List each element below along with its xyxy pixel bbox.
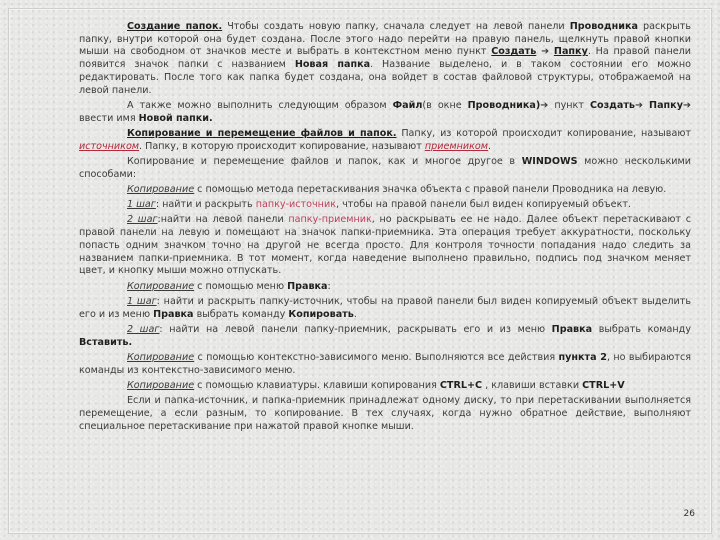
text: . Папку, в которую происходит копирование, называют xyxy=(139,140,425,152)
paragraph-move-vs-copy xyxy=(79,395,691,433)
text: Папку, из которой происходит копирование, называют xyxy=(396,127,691,139)
term-copying: Копирование xyxy=(127,280,195,292)
text: раскрыть папку, внутри которой она будет создана. После этого надо перейти на правую панель, щелкнуть правой кнопки мыши на свободном от значков месте и выбрать в контекстном меню пункт xyxy=(79,21,691,58)
text: : найти на левой панели папку-приемник, раскрывать его и из меню xyxy=(159,323,552,335)
menu-file: Файл xyxy=(392,99,423,111)
text: : найти и раскрыть xyxy=(155,199,256,211)
paragraph-menu-step-1 xyxy=(79,296,691,321)
page-number: 26 xyxy=(683,509,695,519)
heading-creating-folders: Создание папок. xyxy=(127,21,223,32)
shortcut-paste: CTRL+V xyxy=(582,379,625,391)
term-destination-folder: папку-приемник xyxy=(288,214,372,226)
paragraph-alt-method xyxy=(79,100,691,125)
text: с помощью клавиатуры. клавиши копирования xyxy=(194,379,440,391)
text: Чтобы создать новую папку, сначала следует на левой панели xyxy=(222,21,570,32)
text: , чтобы на правой панели был виден копируемый объект. xyxy=(335,199,632,211)
text: выбрать команду xyxy=(193,308,289,320)
text: . xyxy=(353,308,357,320)
text: : xyxy=(327,280,331,292)
menu-create: Создать xyxy=(491,46,537,58)
text: можно несколькими способами: xyxy=(79,155,691,180)
term-source-folder: папку-источник xyxy=(255,199,336,211)
slide-page xyxy=(8,8,712,534)
term-windows: WINDOWS xyxy=(521,155,578,167)
menu-folder: Папку xyxy=(649,99,683,111)
term-item-2: пункта 2 xyxy=(558,351,607,363)
document-body xyxy=(79,21,691,436)
term-copying: Копирование xyxy=(127,183,195,195)
term-copying: Копирование xyxy=(127,351,195,363)
paragraph-keyboard-copy xyxy=(79,380,691,393)
term-source: источником xyxy=(79,140,140,152)
text: : найти и раскрыть папку-источник, чтобы на правой панели был виден копируемый объект выделить его и из меню xyxy=(79,295,691,320)
text: , но раскрывать ее не надо. Далее объект перетаскивают с правой панели на левую и помещают на значок папки-приемника. Эта операция требует аккуратности, поскольку попасть одним значком точно на другой не всегда просто. Для контроля точности попадания надо следить за названием папки-приемника. В тот момент, когда наведение выполнено правильно, подпись под значком меняет цвет, и кнопку мыши можно отпускать. xyxy=(79,214,691,277)
term-copying: Копирование xyxy=(127,379,195,391)
text: ввести имя xyxy=(79,112,139,124)
text: . Название выделено, и в таком состоянии его можно редактировать. После того как папка будет создана, она войдет в состав файловой структуры, отображаемой на левой панели. xyxy=(79,59,691,96)
term-new-folder: Новой папки. xyxy=(138,112,213,124)
text: :найти на левой панели xyxy=(157,214,289,226)
text: (в окне xyxy=(422,99,468,111)
text: , но выбираются команды из контекстно-зависимого меню. xyxy=(79,351,691,376)
paragraph-copy-move xyxy=(79,128,691,153)
paragraph-context-copy xyxy=(79,352,691,377)
menu-edit: Правка xyxy=(287,280,328,292)
text: . На правой панели появится значок папки с названием xyxy=(79,46,691,71)
text: с помощью меню xyxy=(194,280,288,292)
text: , клавиши вставки xyxy=(482,379,583,391)
heading-copy-move: Копирование и перемещение файлов и папок. xyxy=(127,127,397,139)
term-explorer: Проводника xyxy=(569,21,638,32)
text: с помощью метода перетаскивания значка объекта с правой панели Проводника на левую. xyxy=(194,183,667,195)
text: с помощью контекстно-зависимого меню. Выполняются все действия xyxy=(194,351,559,363)
paragraph-creating-folders xyxy=(79,21,691,97)
shortcut-copy: CTRL+C xyxy=(439,379,483,391)
term-new-folder: Новая папка xyxy=(294,59,371,71)
menu-create: Создать xyxy=(589,99,635,111)
step-label: 2 шаг xyxy=(127,214,158,226)
paragraph-step-1 xyxy=(79,199,691,212)
menu-edit: Правка xyxy=(153,308,194,320)
term-explorer: Проводника) xyxy=(467,99,541,111)
arrow-right-icon: ➔ xyxy=(682,99,691,111)
paragraph-ways xyxy=(79,156,691,181)
paragraph-drag-copy xyxy=(79,184,691,197)
text: Если и папка-источник, и папка-приемник принадлежат одному диску, то при перетаскивании выполняется перемещение, а если разным, то копирование. В тех случаях, когда нужно обратное действие, выполняют специальное перетаскивание при нажатой правой кнопке мыши. xyxy=(79,395,691,432)
paragraph-menu-step-2 xyxy=(79,324,691,349)
text: . xyxy=(488,140,492,152)
text: А также можно выполнить следующим образом xyxy=(127,99,393,111)
paragraph-menu-copy xyxy=(79,281,691,294)
arrow-right-icon: ➔ xyxy=(635,99,644,111)
step-label: 1 шаг xyxy=(127,295,157,307)
text: выбрать команду xyxy=(592,323,691,335)
menu-edit: Правка xyxy=(551,323,593,335)
paragraph-step-2 xyxy=(79,214,691,278)
step-label: 1 шаг xyxy=(127,199,156,211)
arrow-right-icon: ➔ xyxy=(541,46,550,58)
command-copy: Копировать xyxy=(288,308,354,320)
term-destination: приемником xyxy=(424,140,489,152)
arrow-right-icon: ➔ xyxy=(540,99,549,111)
menu-folder: Папку xyxy=(553,46,588,58)
command-paste: Вставить. xyxy=(79,336,133,348)
text: Копирование и перемещение файлов и папок, как и многое другое в xyxy=(127,155,522,167)
step-label: 2 шаг xyxy=(127,323,160,335)
text: пункт xyxy=(548,99,590,111)
